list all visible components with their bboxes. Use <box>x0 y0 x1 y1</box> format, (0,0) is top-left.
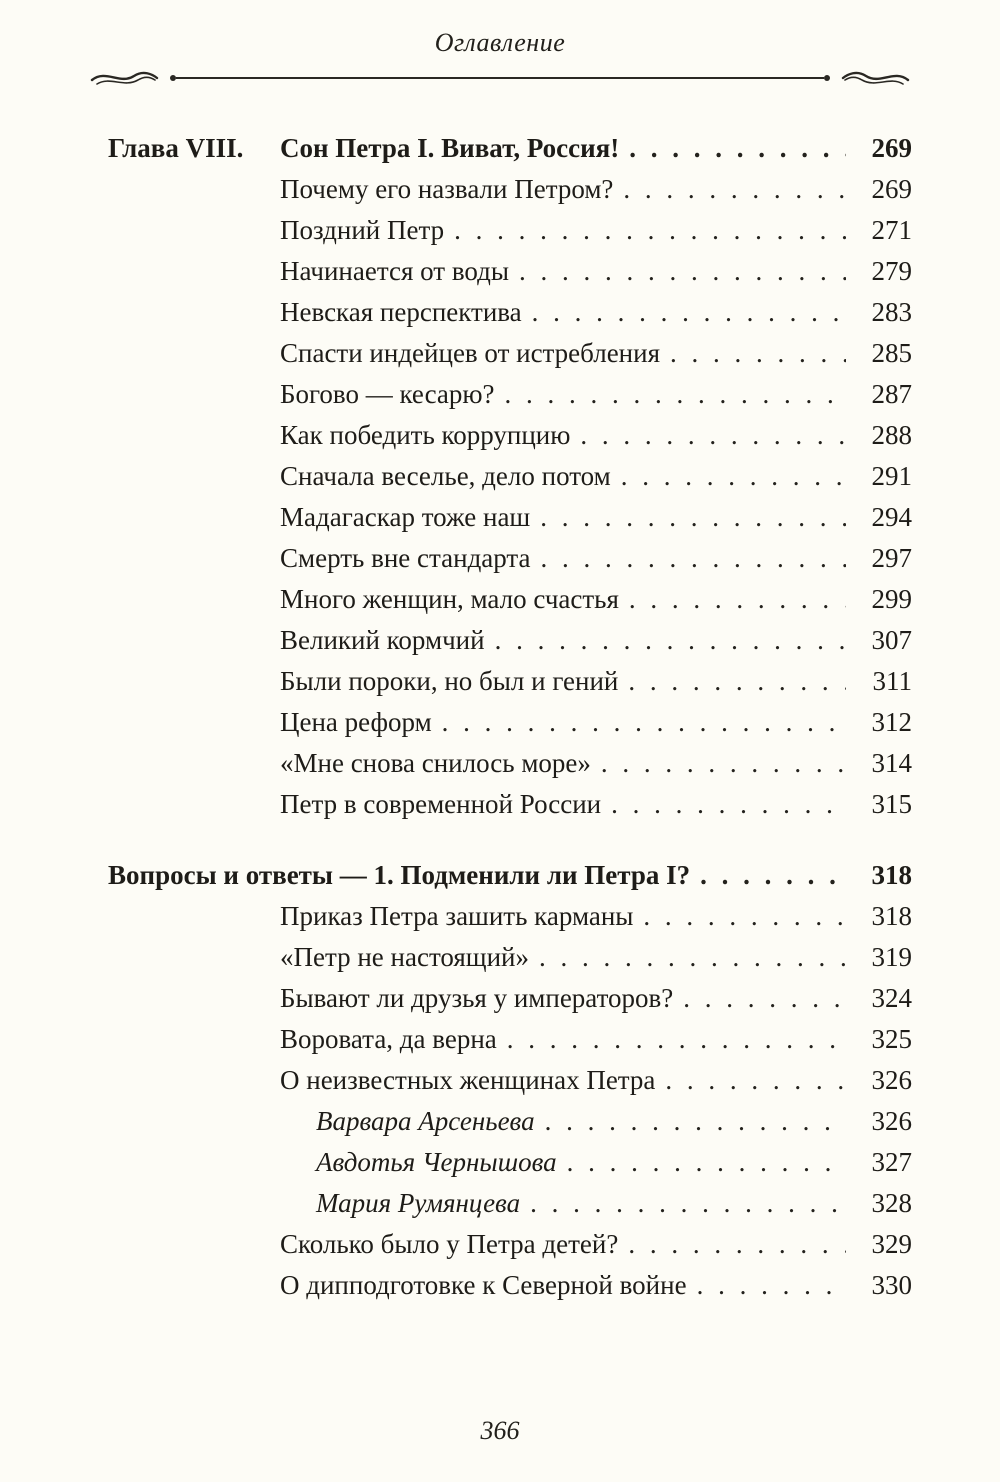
toc-entry-page-number: 324 <box>871 983 912 1013</box>
toc-entry-page-number: 326 <box>871 1065 912 1095</box>
toc-entry-page-number: 318 <box>871 901 912 931</box>
toc-entry-title: Смерть вне стандарта <box>280 543 531 573</box>
toc-entry <box>108 855 912 896</box>
toc-entry-page-number: 327 <box>871 1147 912 1177</box>
toc-dot-leader <box>665 1060 846 1101</box>
toc-dot-leader <box>530 1183 846 1224</box>
toc-dot-leader <box>541 538 846 579</box>
toc-entry-title: Авдотья Чернышова <box>316 1147 557 1177</box>
toc-entry-page-number: 312 <box>871 707 912 737</box>
page-title: Оглавление <box>434 28 566 57</box>
toc-entry-page-number: 325 <box>871 1024 912 1054</box>
header-rule <box>170 75 830 81</box>
toc-entry-page-number: 287 <box>871 379 912 409</box>
toc-entry <box>280 661 912 702</box>
toc-entry-title: Мария Румянцева <box>316 1188 521 1218</box>
toc-entry <box>280 415 912 456</box>
toc-entry-title: О дипподготовке к Северной войне <box>280 1270 687 1300</box>
toc-entry-title: Богово — кесарю? <box>280 379 495 409</box>
toc-entry-page-number: 294 <box>871 502 912 532</box>
toc-entry <box>280 620 912 661</box>
toc-entry-page-number: 315 <box>871 789 912 819</box>
toc-entry <box>316 1142 912 1183</box>
toc-entry <box>280 1060 912 1101</box>
toc-dot-leader <box>601 743 846 784</box>
toc-dot-leader <box>454 210 846 251</box>
toc-dot-leader <box>545 1101 846 1142</box>
toc-dot-leader <box>628 1224 846 1265</box>
toc-dot-leader <box>628 661 846 702</box>
toc-dot-leader <box>683 978 846 1019</box>
toc-entry-page-number: 318 <box>871 860 912 890</box>
page-footer <box>0 1416 1000 1446</box>
toc-entry-page-number: 311 <box>872 666 912 696</box>
toc-entry <box>280 251 912 292</box>
toc-entry <box>280 497 912 538</box>
toc-dot-leader <box>700 855 846 896</box>
toc-entry <box>280 374 912 415</box>
toc-dot-leader <box>623 169 846 210</box>
toc-entry <box>280 702 912 743</box>
toc-list <box>108 128 912 1306</box>
toc-entry-title: Петр в современной России <box>280 789 602 819</box>
folio-page-number: 366 <box>480 1416 520 1445</box>
toc-dot-leader <box>505 374 846 415</box>
toc-dot-leader <box>643 896 846 937</box>
toc-entry-title: Были пороки, но был и гений <box>280 666 619 696</box>
header-ornament <box>88 66 912 90</box>
toc-entry <box>280 456 912 497</box>
swash-ornament-left-icon <box>88 66 160 90</box>
toc-entry <box>280 1224 912 1265</box>
toc-entry-title: Воровата, да верна <box>280 1024 497 1054</box>
toc-dot-leader <box>539 937 846 978</box>
toc-dot-leader <box>697 1265 846 1306</box>
toc-entry-title: Начинается от воды <box>280 256 509 286</box>
toc-entry-title: Много женщин, мало счастья <box>280 584 619 614</box>
swash-ornament-right-icon <box>840 66 912 90</box>
toc-entry-page-number: 297 <box>871 543 912 573</box>
toc-entry <box>280 333 912 374</box>
toc-dot-leader <box>670 333 846 374</box>
toc-entry-title: Спасти индейцев от истребления <box>280 338 661 368</box>
toc-entry-page-number: 283 <box>871 297 912 327</box>
toc-entry <box>280 978 912 1019</box>
toc-dot-leader <box>567 1142 846 1183</box>
toc-entry-page-number: 269 <box>871 174 912 204</box>
toc-entry <box>280 1265 912 1306</box>
toc-entry-page-number: 299 <box>871 584 912 614</box>
toc-dot-leader <box>495 620 846 661</box>
toc-entry-title: Мадагаскар тоже наш <box>280 502 531 532</box>
toc-entry-title: Бывают ли друзья у императоров? <box>280 983 674 1013</box>
toc-entry-title: Как победить коррупцию <box>280 420 571 450</box>
toc-entry <box>280 210 912 251</box>
header-rule-line <box>176 77 824 79</box>
toc-entry-title: Невская перспектива <box>280 297 522 327</box>
toc-dot-leader <box>629 579 846 620</box>
toc-entry-page-number: 269 <box>871 133 912 163</box>
toc-entry <box>280 937 912 978</box>
toc-entry-title: Приказ Петра зашить карманы <box>280 901 634 931</box>
toc-entry-title: Великий кормчий <box>280 625 485 655</box>
toc-entry-title: Сколько было у Петра детей? <box>280 1229 619 1259</box>
toc-entry <box>280 1019 912 1060</box>
toc-dot-leader <box>519 251 846 292</box>
toc-entry-chapter-label: Глава VIII. <box>108 133 244 163</box>
toc-entry <box>316 1101 912 1142</box>
toc-entry-page-number: 279 <box>871 256 912 286</box>
toc-entry <box>280 169 912 210</box>
toc-dot-leader <box>611 784 846 825</box>
toc-entry <box>108 128 912 169</box>
toc-entry-page-number: 329 <box>871 1229 912 1259</box>
toc-entry <box>316 1183 912 1224</box>
toc-entry-page-number: 307 <box>871 625 912 655</box>
toc-entry-title: Почему его назвали Петром? <box>280 174 614 204</box>
toc-entry-page-number: 330 <box>871 1270 912 1300</box>
toc-entry-title: О неизвестных женщинах Петра <box>280 1065 656 1095</box>
toc-entry <box>280 784 912 825</box>
toc-entry <box>280 538 912 579</box>
toc-entry-title: Сон Петра I. Виват, Россия! <box>280 133 620 163</box>
toc-entry-page-number: 291 <box>871 461 912 491</box>
toc-entry-title: Цена реформ <box>280 707 432 737</box>
page-header <box>0 0 1000 90</box>
toc-dot-leader <box>629 128 846 169</box>
rule-end-dot-right <box>824 75 830 81</box>
toc-entry-title: «Мне снова снилось море» <box>280 748 591 778</box>
toc-entry <box>280 292 912 333</box>
toc-entry <box>280 896 912 937</box>
toc-entry-page-number: 285 <box>871 338 912 368</box>
toc-dot-leader <box>532 292 846 333</box>
toc-entry-title: «Петр не настоящий» <box>280 942 529 972</box>
toc-dot-leader <box>621 456 846 497</box>
toc-entry-page-number: 314 <box>871 748 912 778</box>
toc-entry-title: Поздний Петр <box>280 215 445 245</box>
toc-entry-page-number: 319 <box>871 942 912 972</box>
toc-entry-page-number: 271 <box>871 215 912 245</box>
toc-entry-title: Варвара Арсеньева <box>316 1106 535 1136</box>
toc-entry-page-number: 288 <box>871 420 912 450</box>
toc-entry-title: Сначала веселье, дело потом <box>280 461 611 491</box>
toc-entry <box>280 743 912 784</box>
toc-entry <box>280 579 912 620</box>
toc-dot-leader <box>442 702 846 743</box>
toc-dot-leader <box>540 497 846 538</box>
toc-dot-leader <box>580 415 846 456</box>
toc-entry-page-number: 326 <box>871 1106 912 1136</box>
toc-dot-leader <box>507 1019 846 1060</box>
toc-entry-title: Вопросы и ответы — 1. Подменили ли Петра I? <box>108 860 691 890</box>
toc-entry-page-number: 328 <box>871 1188 912 1218</box>
